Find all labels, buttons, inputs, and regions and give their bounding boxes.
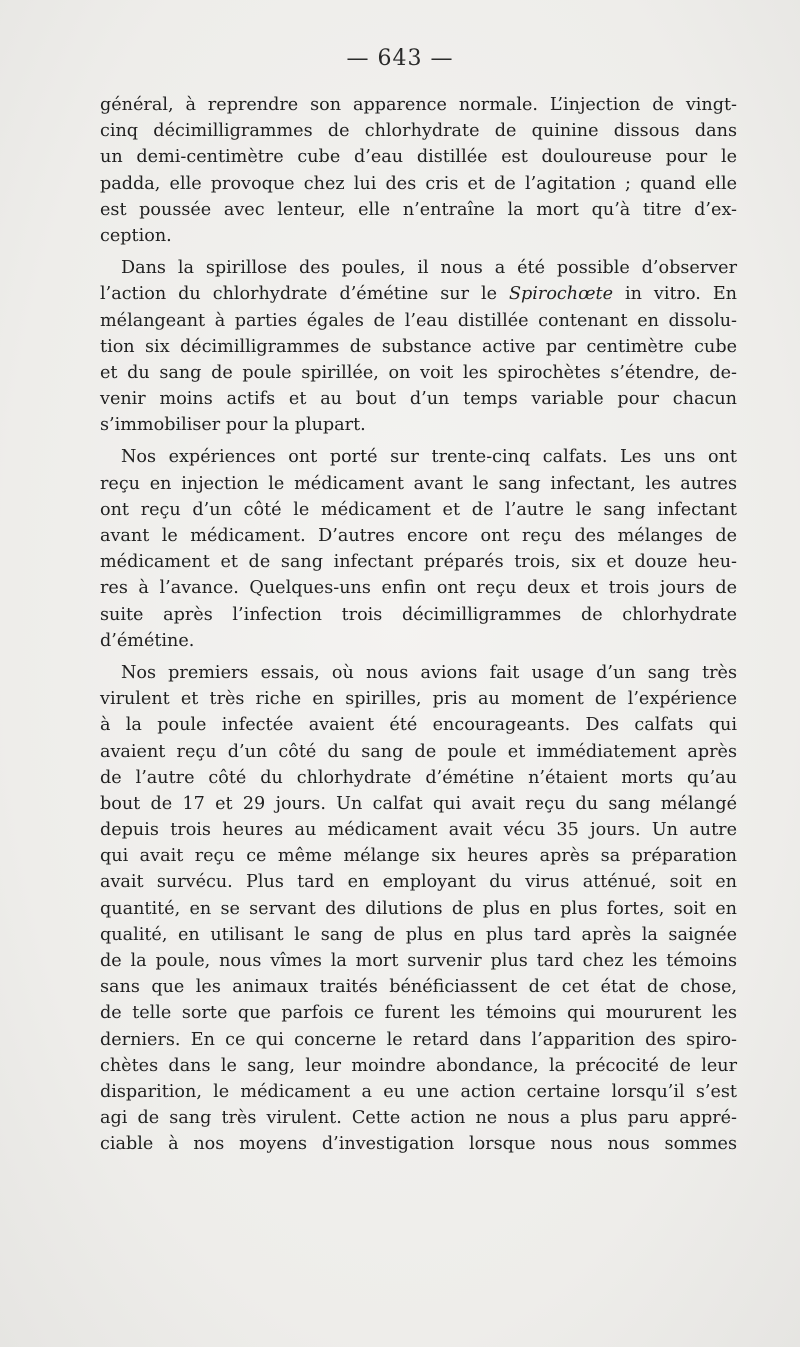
text-line: agi de sang très virulent. Cette action ne nous a plus paru appré- bbox=[100, 1108, 737, 1129]
paragraph-2 bbox=[100, 255, 737, 438]
text-segment: in vitro. En bbox=[613, 284, 737, 305]
text-line: ception. bbox=[100, 225, 172, 246]
text-line: de telle sorte que parfois ce furent les témoins qui moururent les bbox=[100, 1003, 737, 1024]
text-line: de la poule, nous vîmes la mort survenir plus tard chez les témoins bbox=[100, 951, 737, 971]
text-line: avaient reçu d’un côté du sang de poule et immédiatement après bbox=[100, 741, 737, 762]
text-line: res à l’avance. Quelques-uns enfin ont reçu deux et trois jours de bbox=[100, 578, 737, 599]
text-line: qui avait reçu ce même mélange six heures après sa préparation bbox=[100, 846, 737, 867]
text-line: Nos expériences ont porté sur trente-cinq calfats. Les uns ont bbox=[121, 447, 737, 468]
text-line: virulent et très riche en spirilles, pris au moment de l’expérience bbox=[100, 689, 737, 710]
text-line: de l’autre côté du chlorhydrate d’émétine n’étaient morts qu’au bbox=[100, 767, 737, 788]
text-line: d’émétine. bbox=[100, 630, 195, 651]
text-line: médicament et de sang infectant préparés trois, six et douze heu- bbox=[100, 552, 737, 573]
text-line: Nos premiers essais, où nous avions fait usage d’un sang très bbox=[121, 662, 737, 683]
text-line: depuis trois heures au médicament avait vécu 35 jours. Un autre bbox=[100, 820, 737, 841]
paragraph-3 bbox=[100, 444, 737, 654]
text-line: Dans la spirillose des poules, il nous a été possible d’observer bbox=[121, 258, 737, 279]
text-line: mélangeant à parties égales de l’eau distillée contenant en dissolu- bbox=[100, 310, 737, 331]
text-line: cinq décimilligrammes de chlorhydrate de quinine dissous dans bbox=[100, 121, 737, 142]
text-line: s’immobiliser pour la plupart. bbox=[100, 415, 366, 436]
text-line: reçu en injection le médicament avant le sang infectant, les autres bbox=[100, 473, 737, 494]
text-line: derniers. En ce qui concerne le retard dans l’apparition des spiro- bbox=[100, 1029, 737, 1050]
text-line: est poussée avec lenteur, elle n’entraîne la mort qu’à titre d’ex- bbox=[100, 199, 737, 220]
text-line: tion six décimilligrammes de substance active par centimètre cube bbox=[100, 336, 737, 357]
text-line: général, à reprendre son apparence normale. L’injection de vingt- bbox=[100, 95, 737, 115]
text-line bbox=[100, 281, 737, 307]
text-line: disparition, le médicament a eu une action certaine lorsqu’il s’est bbox=[100, 1081, 737, 1102]
text-line: avait survécu. Plus tard en employant du virus atténué, soit en bbox=[100, 872, 737, 893]
text-line: à la poule infectée avaient été encourageants. Des calfats qui bbox=[100, 715, 737, 736]
text-line: suite après l’infection trois décimilligrammes de chlorhydrate bbox=[100, 604, 737, 625]
text-line: padda, elle provoque chez lui des cris et de l’agitation ; quand elle bbox=[100, 173, 737, 194]
text-line: quantité, en se servant des dilutions de plus en plus fortes, soit en bbox=[100, 898, 737, 919]
body-text bbox=[100, 92, 737, 1158]
text-line: chètes dans le sang, leur moindre abondance, la précocité de leur bbox=[100, 1055, 737, 1076]
text-line: ont reçu d’un côté le médicament et de l’autre le sang infectant bbox=[100, 499, 737, 520]
page-number: — 643 — bbox=[346, 46, 454, 71]
text-line: venir moins actifs et au bout d’un temps variable pour chacun bbox=[100, 389, 737, 410]
paragraph-1 bbox=[100, 92, 737, 249]
species-name: Spirochœte bbox=[508, 284, 613, 305]
text-line: qualité, en utilisant le sang de plus en plus tard après la saignée bbox=[100, 924, 737, 945]
text-line: un demi-centimètre cube d’eau distillée est douloureuse pour le bbox=[100, 147, 737, 168]
paragraph-4 bbox=[100, 660, 737, 1158]
text-segment: l’action du chlorhydrate d’émétine sur le bbox=[100, 284, 509, 305]
text-line: ciable à nos moyens d’investigation lorsque nous nous sommes bbox=[100, 1134, 737, 1155]
text-line: avant le médicament. D’autres encore ont reçu des mélanges de bbox=[100, 526, 737, 546]
text-line: bout de 17 et 29 jours. Un calfat qui avait reçu du sang mélangé bbox=[100, 793, 737, 814]
text-line: et du sang de poule spirillée, on voit les spirochètes s’étendre, de- bbox=[100, 362, 737, 383]
text-line: sans que les animaux traités bénéficiassent de cet état de chose, bbox=[100, 977, 737, 998]
